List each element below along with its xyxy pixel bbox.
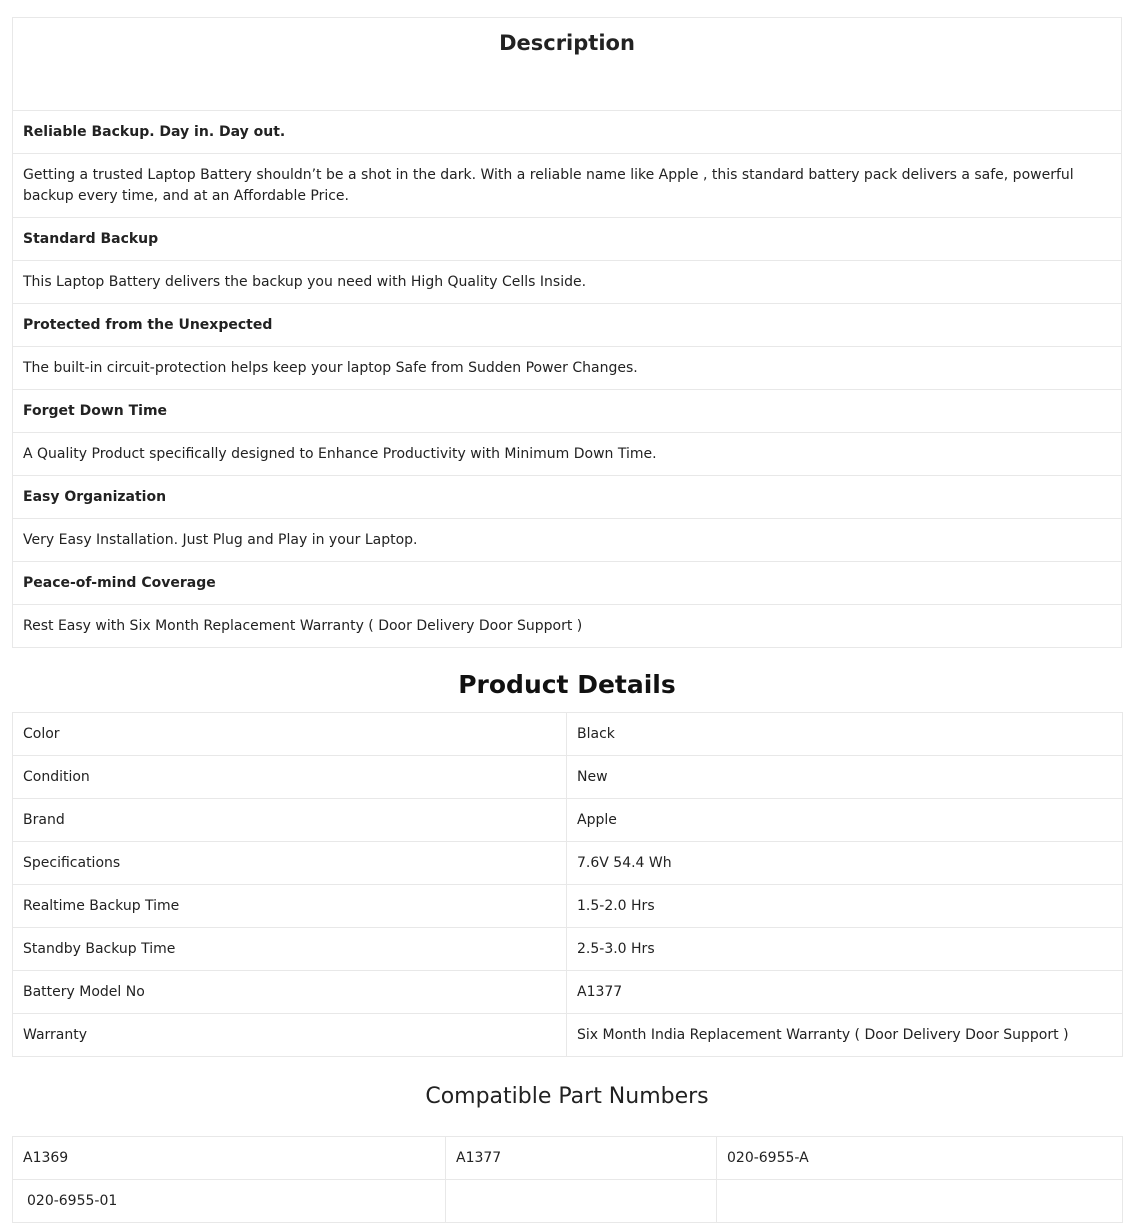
detail-row-color	[13, 713, 1123, 756]
section-heading-row	[13, 476, 1122, 519]
description-title-cell	[13, 18, 1122, 111]
detail-label: Brand	[13, 799, 567, 842]
detail-value: New	[567, 756, 1123, 799]
detail-row-realtime-backup	[13, 885, 1123, 928]
section-heading-row	[13, 111, 1122, 154]
detail-label: Battery Model No	[13, 971, 567, 1014]
detail-row-model-no	[13, 971, 1123, 1014]
section-heading: Standard Backup	[13, 218, 1122, 261]
detail-value: 1.5-2.0 Hrs	[567, 885, 1123, 928]
detail-label: Realtime Backup Time	[13, 885, 567, 928]
section-text: The built-in circuit-protection helps keep your laptop Safe from Sudden Power Changes.	[13, 347, 1122, 390]
section-heading: Forget Down Time	[13, 390, 1122, 433]
section-heading-row	[13, 390, 1122, 433]
detail-label: Warranty	[13, 1014, 567, 1057]
parts-row	[13, 1180, 1123, 1223]
part-number-empty	[446, 1180, 717, 1223]
part-number: A1377	[446, 1137, 717, 1180]
parts-row	[13, 1137, 1123, 1180]
part-number-empty	[717, 1180, 1123, 1223]
section-text-row	[13, 433, 1122, 476]
section-heading: Peace-of-mind Coverage	[13, 562, 1122, 605]
section-text-row	[13, 519, 1122, 562]
section-heading: Easy Organization	[13, 476, 1122, 519]
detail-label: Color	[13, 713, 567, 756]
section-heading-row	[13, 304, 1122, 347]
detail-row-standby-backup	[13, 928, 1123, 971]
description-title: Description	[499, 31, 635, 55]
part-number: 020-6955-A	[717, 1137, 1123, 1180]
section-heading: Reliable Backup. Day in. Day out.	[13, 111, 1122, 154]
compatible-parts-table	[12, 1136, 1123, 1223]
section-text-row	[13, 154, 1122, 218]
detail-value: A1377	[567, 971, 1123, 1014]
product-details-table	[12, 712, 1123, 1057]
section-text: A Quality Product specifically designed to Enhance Productivity with Minimum Down Time.	[13, 433, 1122, 476]
section-text: Getting a trusted Laptop Battery shouldn’t be a shot in the dark. With a reliable name like Apple , this standard battery pack delivers a safe, powerful backup every time, and at an Affordable Price.	[13, 154, 1122, 218]
detail-value: 2.5-3.0 Hrs	[567, 928, 1123, 971]
section-heading-row	[13, 562, 1122, 605]
detail-value: Six Month India Replacement Warranty ( Door Delivery Door Support )	[567, 1014, 1123, 1057]
detail-row-specifications	[13, 842, 1123, 885]
detail-label: Condition	[13, 756, 567, 799]
detail-row-brand	[13, 799, 1123, 842]
part-number: A1369	[13, 1137, 446, 1180]
compatible-parts-title: Compatible Part Numbers	[425, 1084, 709, 1109]
section-text-row	[13, 347, 1122, 390]
section-heading-row	[13, 218, 1122, 261]
section-text-row	[13, 261, 1122, 304]
detail-row-warranty	[13, 1014, 1123, 1057]
part-number: 020-6955-01	[13, 1180, 446, 1223]
section-heading: Protected from the Unexpected	[13, 304, 1122, 347]
detail-value: 7.6V 54.4 Wh	[567, 842, 1123, 885]
section-text: This Laptop Battery delivers the backup you need with High Quality Cells Inside.	[13, 261, 1122, 304]
product-description-page	[12, 17, 1122, 1223]
section-text: Rest Easy with Six Month Replacement Warranty ( Door Delivery Door Support )	[13, 605, 1122, 648]
section-text: Very Easy Installation. Just Plug and Play in your Laptop.	[13, 519, 1122, 562]
detail-value: Apple	[567, 799, 1123, 842]
detail-value: Black	[567, 713, 1123, 756]
section-text-row	[13, 605, 1122, 648]
description-title-row	[13, 18, 1122, 111]
description-table	[12, 17, 1122, 648]
detail-label: Standby Backup Time	[13, 928, 567, 971]
detail-label: Specifications	[13, 842, 567, 885]
detail-row-condition	[13, 756, 1123, 799]
product-details-title: Product Details	[458, 670, 676, 699]
